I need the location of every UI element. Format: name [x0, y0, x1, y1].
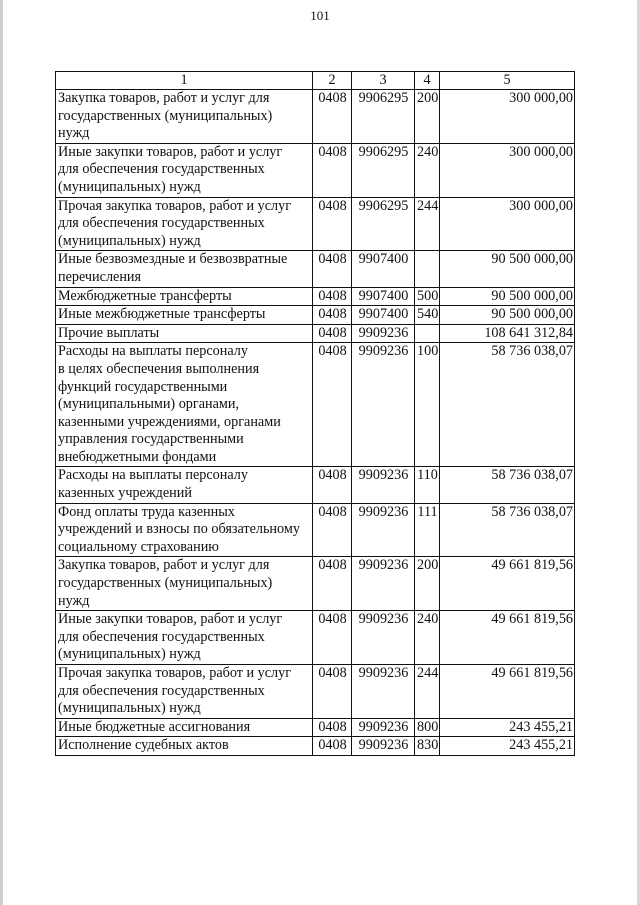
- cell-code: 9906295: [352, 90, 415, 144]
- cell-section: 0408: [313, 251, 352, 287]
- cell-expense-type: 200: [415, 90, 440, 144]
- cell-section: 0408: [313, 306, 352, 325]
- cell-name: Фонд оплаты труда казенных учреждений и взносы по обязательному социальному страхованию: [56, 503, 313, 557]
- cell-name: Иные межбюджетные трансферты: [56, 306, 313, 325]
- table-row: [56, 718, 575, 737]
- cell-section: 0408: [313, 611, 352, 665]
- cell-amount: 90 500 000,00: [440, 306, 575, 325]
- cell-amount: 58 736 038,07: [440, 503, 575, 557]
- table-row: [56, 324, 575, 343]
- cell-name: Прочая закупка товаров, работ и услуг для обеспечения государственных (муниципальных) нужд: [56, 197, 313, 251]
- cell-expense-type: 244: [415, 665, 440, 719]
- page-number: 101: [310, 8, 330, 23]
- cell-amount: 108 641 312,84: [440, 324, 575, 343]
- cell-name: Иные закупки товаров, работ и услуг для обеспечения государственных (муниципальных) нужд: [56, 611, 313, 665]
- cell-code: 9909236: [352, 467, 415, 503]
- cell-section: 0408: [313, 503, 352, 557]
- header-col-5: 5: [440, 72, 575, 90]
- scan-edge-left: [0, 0, 3, 905]
- cell-expense-type: 240: [415, 143, 440, 197]
- cell-expense-type: 110: [415, 467, 440, 503]
- cell-name: Межбюджетные трансферты: [56, 287, 313, 306]
- table-row: [56, 197, 575, 251]
- cell-amount: 90 500 000,00: [440, 251, 575, 287]
- cell-name: Прочая закупка товаров, работ и услуг для обеспечения государственных (муниципальных) нужд: [56, 665, 313, 719]
- cell-code: 9909236: [352, 557, 415, 611]
- cell-expense-type: 540: [415, 306, 440, 325]
- cell-expense-type: 500: [415, 287, 440, 306]
- cell-code: 9909236: [352, 665, 415, 719]
- cell-name: Иные бюджетные ассигнования: [56, 718, 313, 737]
- header-col-3: 3: [352, 72, 415, 90]
- cell-amount: 58 736 038,07: [440, 343, 575, 467]
- cell-amount: 90 500 000,00: [440, 287, 575, 306]
- header-col-2: 2: [313, 72, 352, 90]
- budget-table: [55, 71, 575, 756]
- table-row: [56, 503, 575, 557]
- cell-amount: 300 000,00: [440, 90, 575, 144]
- cell-expense-type: [415, 324, 440, 343]
- cell-code: 9906295: [352, 143, 415, 197]
- cell-name: Расходы на выплаты персоналу в целях обеспечения выполнения функций государственными (муниципальными) органами, казенными учреждениями, органами управления государственными внебюджетными фондами: [56, 343, 313, 467]
- cell-section: 0408: [313, 665, 352, 719]
- cell-amount: 300 000,00: [440, 143, 575, 197]
- cell-amount: 243 455,21: [440, 737, 575, 756]
- cell-name: Прочие выплаты: [56, 324, 313, 343]
- cell-code: 9909236: [352, 343, 415, 467]
- table-row: [56, 611, 575, 665]
- cell-section: 0408: [313, 343, 352, 467]
- table-header-row: [56, 72, 575, 90]
- cell-expense-type: 800: [415, 718, 440, 737]
- cell-amount: 243 455,21: [440, 718, 575, 737]
- cell-code: 9907400: [352, 287, 415, 306]
- table-row: [56, 467, 575, 503]
- table-body: [56, 72, 575, 756]
- cell-code: 9907400: [352, 306, 415, 325]
- table-row: [56, 251, 575, 287]
- cell-name: Иные безвозмездные и безвозвратные перечисления: [56, 251, 313, 287]
- header-col-4: 4: [415, 72, 440, 90]
- cell-amount: 49 661 819,56: [440, 557, 575, 611]
- cell-section: 0408: [313, 197, 352, 251]
- cell-amount: 58 736 038,07: [440, 467, 575, 503]
- table-row: [56, 737, 575, 756]
- cell-code: 9909236: [352, 503, 415, 557]
- cell-name: Закупка товаров, работ и услуг для государственных (муниципальных) нужд: [56, 90, 313, 144]
- cell-section: 0408: [313, 143, 352, 197]
- cell-section: 0408: [313, 324, 352, 343]
- cell-section: 0408: [313, 557, 352, 611]
- cell-expense-type: 244: [415, 197, 440, 251]
- cell-name: Иные закупки товаров, работ и услуг для обеспечения государственных (муниципальных) нужд: [56, 143, 313, 197]
- cell-section: 0408: [313, 467, 352, 503]
- cell-expense-type: 240: [415, 611, 440, 665]
- table-row: [56, 557, 575, 611]
- table-row: [56, 306, 575, 325]
- cell-expense-type: 200: [415, 557, 440, 611]
- cell-expense-type: [415, 251, 440, 287]
- cell-section: 0408: [313, 287, 352, 306]
- cell-code: 9909236: [352, 718, 415, 737]
- cell-code: 9907400: [352, 251, 415, 287]
- table-row: [56, 143, 575, 197]
- cell-expense-type: 100: [415, 343, 440, 467]
- cell-name: Закупка товаров, работ и услуг для государственных (муниципальных) нужд: [56, 557, 313, 611]
- table-row: [56, 90, 575, 144]
- cell-code: 9906295: [352, 197, 415, 251]
- header-col-1: 1: [56, 72, 313, 90]
- cell-expense-type: 830: [415, 737, 440, 756]
- table-row: [56, 665, 575, 719]
- cell-code: 9909236: [352, 611, 415, 665]
- table-row: [56, 343, 575, 467]
- cell-amount: 49 661 819,56: [440, 665, 575, 719]
- table-row: [56, 287, 575, 306]
- cell-amount: 49 661 819,56: [440, 611, 575, 665]
- cell-section: 0408: [313, 90, 352, 144]
- cell-name: Исполнение судебных актов: [56, 737, 313, 756]
- cell-section: 0408: [313, 737, 352, 756]
- cell-section: 0408: [313, 718, 352, 737]
- cell-expense-type: 111: [415, 503, 440, 557]
- cell-name: Расходы на выплаты персоналу казенных учреждений: [56, 467, 313, 503]
- cell-code: 9909236: [352, 737, 415, 756]
- cell-amount: 300 000,00: [440, 197, 575, 251]
- cell-code: 9909236: [352, 324, 415, 343]
